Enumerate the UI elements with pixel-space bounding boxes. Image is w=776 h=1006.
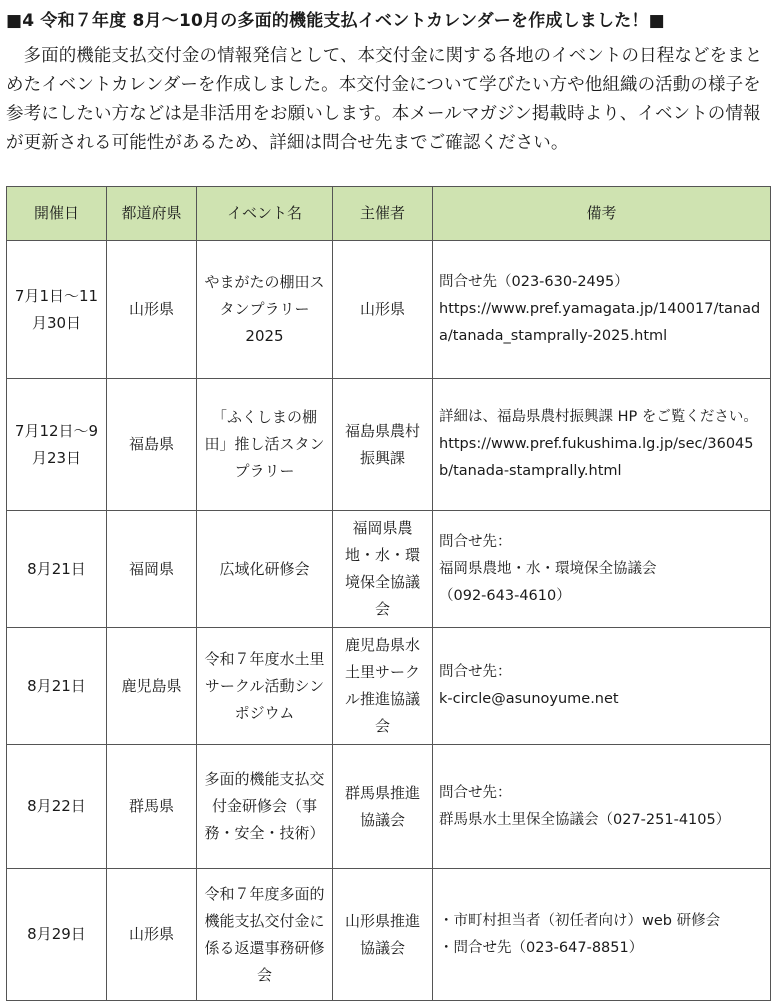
column-header-prefecture: 都道府県 bbox=[107, 187, 197, 241]
cell-date: 8月29日 bbox=[7, 869, 107, 1001]
note-line: 問合せ先（023-630-2495） bbox=[439, 274, 629, 290]
cell-event-name: 令和７年度水土里サークル活動シンポジウム bbox=[197, 628, 333, 745]
cell-event-name: 「ふくしまの棚田」推し活スタンプラリー bbox=[197, 379, 333, 511]
cell-date: 8月21日 bbox=[7, 628, 107, 745]
note-line: 問合せ先： bbox=[439, 784, 512, 801]
intro-paragraph: 多面的機能支払交付金の情報発信として、本交付金に関する各地のイベントの日程などをまとめたイベントカレンダーを作成しました。本交付金について学びたい方や他組織の活動の様子を参考にしたい方などは是非活用をお願いします。本メールマガジン掲載時より、イベントの情報が更新される可能性があるため、詳細は問合せ先までご確認ください。 bbox=[6, 46, 763, 153]
cell-notes bbox=[433, 511, 771, 628]
cell-event-name: 広域化研修会 bbox=[197, 511, 333, 628]
cell-date: 8月22日 bbox=[7, 745, 107, 869]
note-line: 詳細は、福島県農村振興課 HP をご覧ください。 bbox=[439, 409, 758, 425]
cell-notes bbox=[433, 241, 771, 379]
cell-event-name: 令和７年度多面的機能支払交付金に係る返還事務研修会 bbox=[197, 869, 333, 1001]
section-heading: ■4 令和７年度 8月～10月の多面的機能支払イベントカレンダーを作成しました！■ bbox=[6, 11, 665, 31]
cell-event-name: 多面的機能支払交付金研修会（事務・安全・技術） bbox=[197, 745, 333, 869]
cell-prefecture: 福島県 bbox=[107, 379, 197, 511]
column-header-notes: 備考 bbox=[433, 187, 771, 241]
cell-organizer: 鹿児島県水土里サークル推進協議会 bbox=[333, 628, 433, 745]
note-line: ・問合せ先（023-647-8851） bbox=[439, 939, 644, 956]
cell-prefecture: 鹿児島県 bbox=[107, 628, 197, 745]
cell-notes bbox=[433, 628, 771, 745]
cell-notes bbox=[433, 869, 771, 1001]
cell-organizer: 山形県推進協議会 bbox=[333, 869, 433, 1001]
table-row bbox=[7, 379, 771, 511]
cell-date: 8月21日 bbox=[7, 511, 107, 628]
note-line: （092-643-4610） bbox=[439, 587, 571, 604]
note-url[interactable]: https://www.pref.yamagata.jp/140017/tanada/tanada_stamprally-2025.html bbox=[439, 301, 761, 344]
column-header-event-name: イベント名 bbox=[197, 187, 333, 241]
note-line: ・市町村担当者（初任者向け）web 研修会 bbox=[439, 912, 721, 929]
cell-organizer: 群馬県推進協議会 bbox=[333, 745, 433, 869]
note-url[interactable]: https://www.pref.fukushima.lg.jp/sec/36045b/tanada-stamprally.html bbox=[439, 436, 754, 479]
cell-date: 7月12日～9月23日 bbox=[7, 379, 107, 511]
cell-notes bbox=[433, 745, 771, 869]
cell-prefecture: 山形県 bbox=[107, 241, 197, 379]
cell-event-name: やまがたの棚田スタンプラリー2025 bbox=[197, 241, 333, 379]
table-row bbox=[7, 241, 771, 379]
cell-notes bbox=[433, 379, 771, 511]
table-header-row bbox=[7, 187, 771, 241]
cell-prefecture: 群馬県 bbox=[107, 745, 197, 869]
note-line: 福岡県農地・水・環境保全協議会 bbox=[439, 560, 657, 577]
table-row bbox=[7, 745, 771, 869]
cell-organizer: 福島県農村振興課 bbox=[333, 379, 433, 511]
cell-organizer: 山形県 bbox=[333, 241, 433, 379]
table-row bbox=[7, 628, 771, 745]
note-email[interactable]: k-circle@asunoyume.net bbox=[439, 691, 619, 707]
note-line: 問合せ先： bbox=[439, 533, 512, 550]
note-line: 群馬県水土里保全協議会（027-251-4105） bbox=[439, 811, 731, 828]
table-row bbox=[7, 869, 771, 1001]
cell-prefecture: 山形県 bbox=[107, 869, 197, 1001]
table-row bbox=[7, 511, 771, 628]
event-calendar-table bbox=[6, 186, 771, 1001]
column-header-date: 開催日 bbox=[7, 187, 107, 241]
note-line: 問合せ先： bbox=[439, 664, 512, 680]
column-header-organizer: 主催者 bbox=[333, 187, 433, 241]
cell-prefecture: 福岡県 bbox=[107, 511, 197, 628]
cell-date: 7月1日～11月30日 bbox=[7, 241, 107, 379]
cell-organizer: 福岡県農地・水・環境保全協議会 bbox=[333, 511, 433, 628]
